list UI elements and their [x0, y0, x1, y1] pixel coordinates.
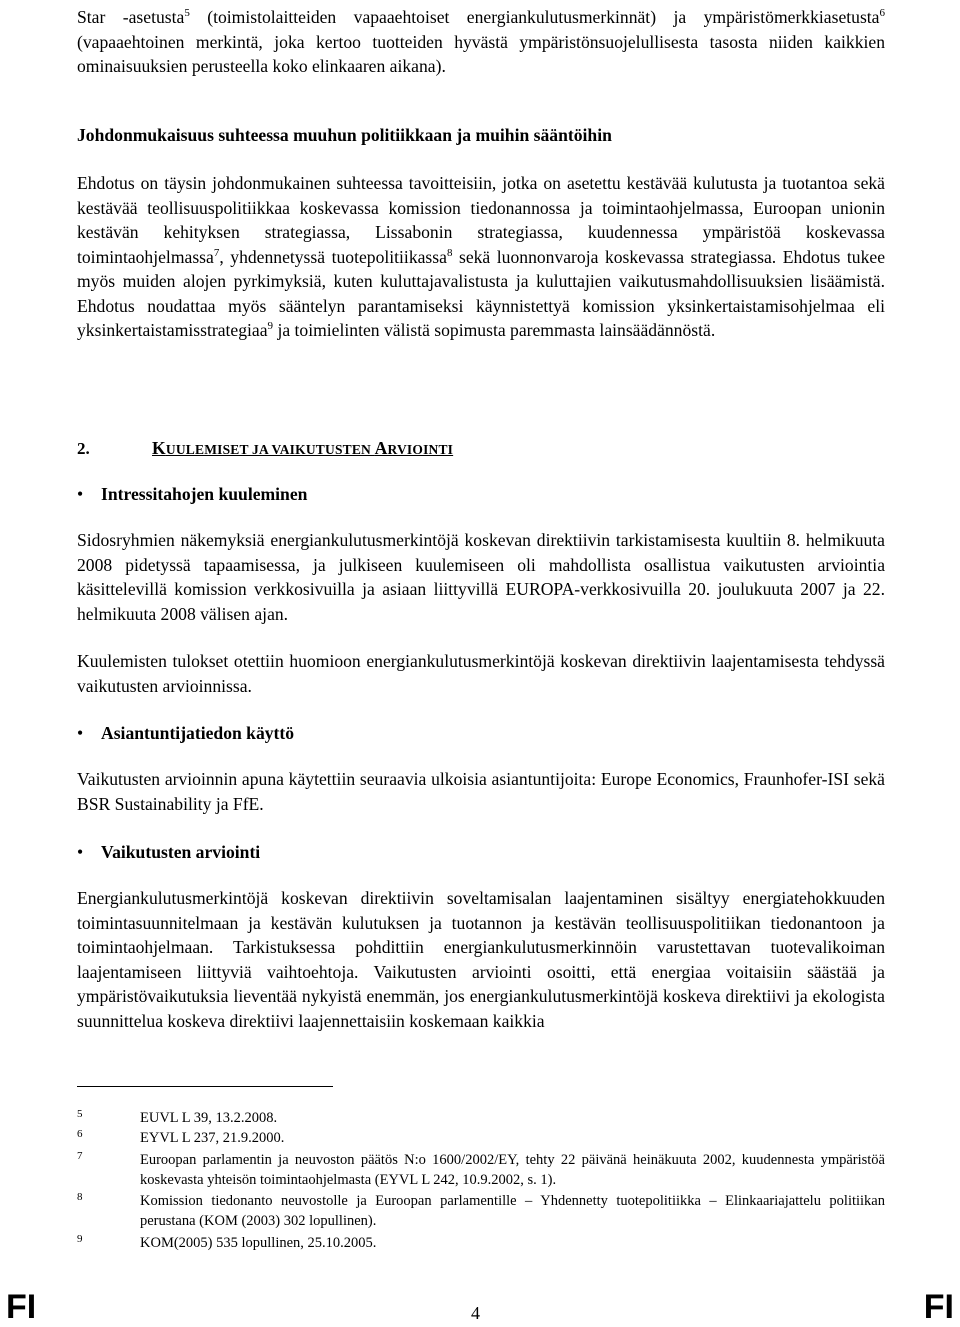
consistency-text-4: ja toimielinten välistä sopimusta paremmasta lainsäädännöstä. — [273, 320, 716, 340]
section-title — [152, 439, 453, 458]
bullet-heading-text: Vaikutusten arviointi — [101, 842, 261, 862]
bullet-icon: • — [77, 723, 84, 743]
intro-paragraph — [77, 5, 885, 79]
section-title-k: K — [152, 438, 166, 458]
section-title-a: A — [374, 438, 388, 458]
footnote-ref-8[interactable]: 8 — [446, 246, 453, 259]
intro-text-1: Star -asetusta — [77, 7, 185, 27]
footnote-ref-6[interactable]: 6 — [879, 7, 885, 19]
footnote-ref-5[interactable]: 5 — [184, 7, 190, 19]
impact-paragraph: Energiankulutusmerkintöjä koskevan direktiivin soveltamisalan laajentaminen sisältyy energiatehokkuuden toimintasuunnitelmaan ja kestävän kulutuksen ja tuotannon ja kestävän teollisuuspolitiikan tiedonantoon ja toimintaohjelmaan. Tarkistuksessa pohdittiin energiankulutusmerkinnöin varustettavan tuotevalikoiman laajentamiseen liittyviä vaihtoehtoja. Vaikutusten arviointi osoitti, että energiaa voitaisiin säästää ja ympäristövaikutuksia lieventää nykyistä enemmän, jos energiankulutusmerkintöjä koskeva direktiivi ja ekologista suunnittelua koskeva direktiivi laajennettaisiin koskemaan kaikkia — [77, 888, 885, 1031]
footnote-5 — [77, 1108, 885, 1128]
section-title-part-1: UULEMISET JA VAIKUTUSTEN — [165, 442, 375, 457]
footer-language-left: FI — [6, 1288, 37, 1326]
consistency-heading: Johdonmukaisuus suhteessa muuhun politiikkaan ja muihin sääntöihin — [77, 125, 612, 145]
bullet-heading-text: Asiantuntijatiedon käyttö — [101, 723, 295, 743]
bullet-heading-expertise — [77, 721, 294, 745]
section-2-heading — [77, 436, 453, 462]
footnote-6 — [77, 1128, 885, 1148]
section-number: 2. — [77, 439, 90, 458]
consistency-text-2: , yhdennetyssä tuotepolitiikassa — [219, 246, 447, 267]
footnote-9 — [77, 1233, 885, 1253]
footnote-7 — [77, 1150, 885, 1190]
footnote-ref-9[interactable]: 9 — [267, 320, 274, 332]
footnote-ref-7[interactable]: 7 — [213, 246, 220, 259]
footnote-text: Euroopan parlamentin ja neuvoston päätös N:o 1600/2002/EY, tehty 22 päivänä heinäkuuta 2002, kuudennesta ympäristöä koskevasta yhteisön toimintaohjelmasta (EYVL L 242, 10.9.2002, s. 1). — [140, 1152, 885, 1188]
footnote-text: Komission tiedonanto neuvostolle ja Euroopan parlamentille – Yhdennetty tuotepolitiikka – Elinkaariajattelu politiikan perustana (KOM (2003) 302 lopullinen). — [140, 1193, 885, 1229]
intro-text-3: (vapaaehtoinen merkintä, joka kertoo tuotteiden hyvästä ympäristönsuojelullisesta tasosta niiden kaikkien ominaisuuksien perusteella koko elinkaaren aikana). — [77, 31, 885, 76]
footnote-number: 9 — [77, 1233, 83, 1245]
bullet-icon: • — [77, 484, 84, 504]
footnote-number: 7 — [77, 1150, 83, 1162]
consultation-paragraph-1: Sidosryhmien näkemyksiä energiankulutusmerkintöjä koskevan direktiivin tarkistamisesta kuultiin 8. helmikuuta 2008 pidetyssä tapaamisessa, ja julkiseen kuulemiseen oli mahdollista osallistua vaikutusten arviointia käsittelevillä komission verkkosivuilla ja asiaan liittyvillä EUROPA-verkkosivuilla 20. joulukuuta 2007 ja 22. helmikuuta 2008 välisen ajan. — [77, 530, 885, 624]
footnote-8 — [77, 1191, 885, 1231]
footnote-number: 8 — [77, 1191, 83, 1203]
footnote-number: 6 — [77, 1128, 83, 1140]
footnote-text: EUVL L 39, 13.2.2008. — [140, 1110, 278, 1126]
consultation-paragraph-2: Kuulemisten tulokset otettiin huomioon energiankulutusmerkintöjä koskevan direktiivin laajentamisesta tehdyssä vaikutusten arvioinnissa. — [77, 651, 885, 696]
bullet-heading-text: Intressitahojen kuuleminen — [101, 484, 308, 504]
bullet-heading-consultation — [77, 482, 307, 506]
consistency-text-3: sekä luonnonvaroja koskevassa strategiassa. Ehdotus tukee myös muiden alojen pyrkimyksiä, kuten kuluttajavalistusta ja kuluttajien vaikutusmahdollisuuksien lisäämistä. Ehdotus noudattaa myös sääntelyn parantamiseksi käynnistettyä komission yksinkertaistamisohjelmaa eli yksinkertaistamisstrategiaa — [77, 246, 886, 340]
consistency-paragraph — [77, 171, 885, 343]
footnote-text: KOM(2005) 535 lopullinen, 25.10.2005. — [140, 1235, 377, 1251]
footnote-number: 5 — [77, 1108, 83, 1120]
footnote-text: EYVL L 237, 21.9.2000. — [140, 1130, 285, 1146]
expertise-paragraph: Vaikutusten arvioinnin apuna käytettiin seuraavia ulkoisia asiantuntijoita: Europe Economics, Fraunhofer-ISI sekä BSR Sustainability ja FfE. — [77, 769, 885, 814]
footnote-separator — [77, 1086, 333, 1087]
page-number: 4 — [471, 1303, 480, 1323]
intro-text-2: (toimistolaitteiden vapaaehtoiset energiankulutusmerkinnät) ja ympäristömerkkiasetusta — [189, 7, 880, 27]
consistency-text-1: Ehdotus on täysin johdonmukainen suhteessa tavoitteisiin, jotka on asetettu kestävää kulutusta ja tuotantoa sekä kestävää teollisuuspolitiikkaa koskevassa komission tiedonannossa ja toimintaohjelmassa, Euroopan unionin kestävän kehityksen strategiassa, Lissabonin strategiassa, kuudennessa ympäristöä koskevassa toimintaohjelmassa — [77, 173, 885, 267]
bullet-icon: • — [77, 842, 84, 862]
section-title-part-2: RVIOINTI — [387, 442, 454, 457]
bullet-heading-impact — [77, 840, 260, 864]
footer-language-right: FI — [923, 1288, 954, 1326]
